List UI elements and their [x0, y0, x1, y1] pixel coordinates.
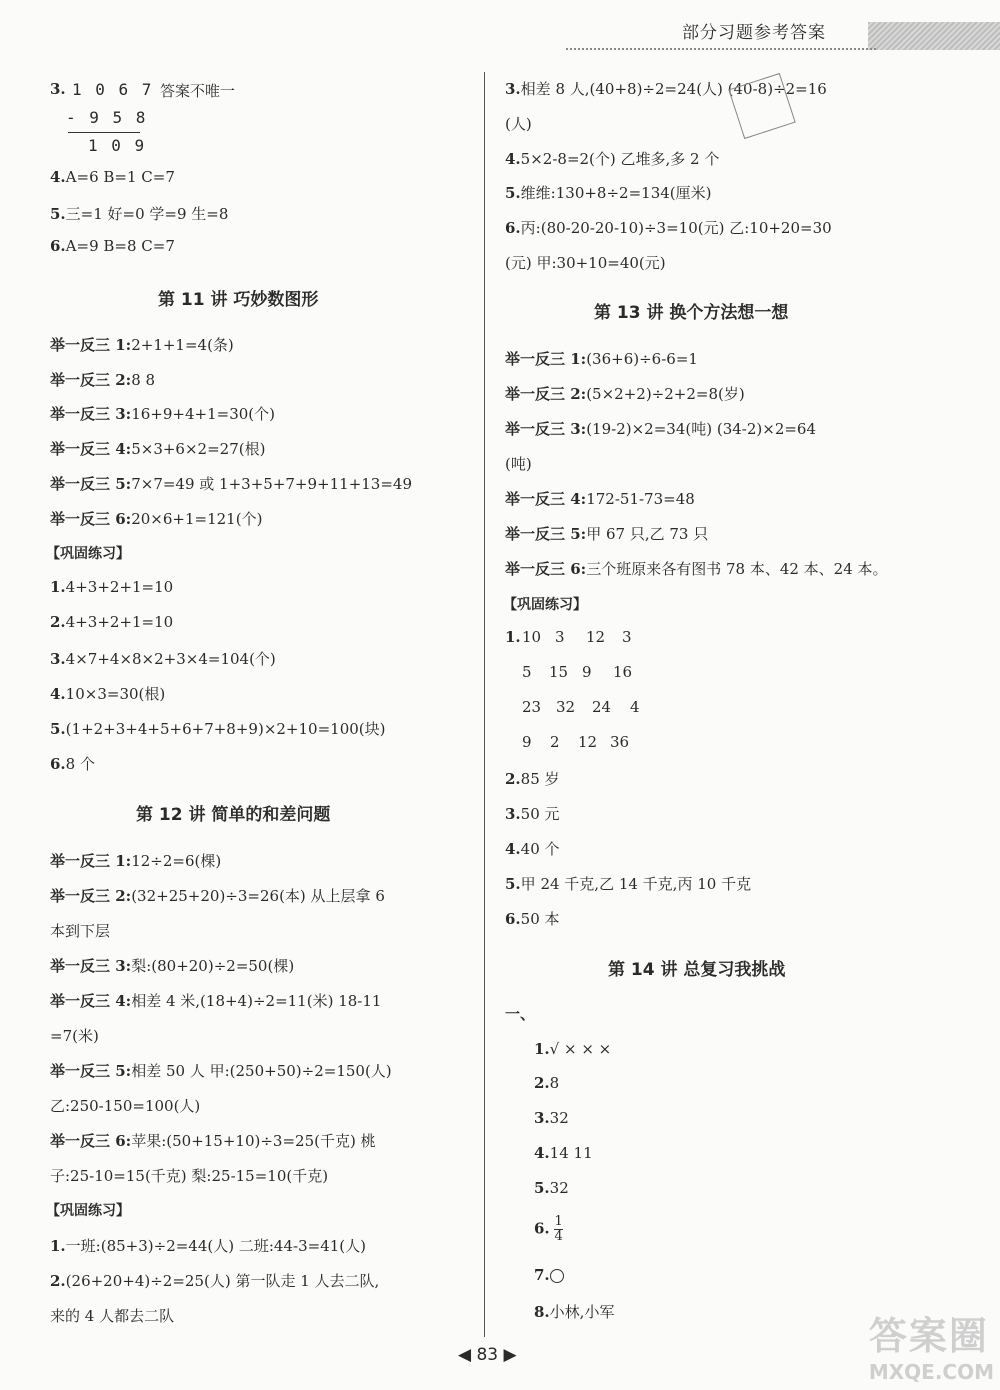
l12-item-5-cont: 乙:250-150=100(人)	[50, 1097, 201, 1115]
l11-practice-5: 5.(1+2+3+4+5+6+7+8+9)×2+10=100(块)	[50, 720, 386, 738]
l13-item-4: 举一反三 4:172-51-73=48	[505, 490, 695, 508]
l12-item-6: 举一反三 6:苹果:(50+15+10)÷3=25(千克) 桃	[50, 1132, 376, 1150]
left-answer-4: 4.A=6 B=1 C=7	[50, 168, 175, 186]
left-answer-5: 5.三=1 好=0 学=9 生=8	[50, 205, 229, 223]
grid-cell: 16	[613, 663, 633, 681]
grid-cell: 32	[556, 698, 576, 716]
l12-item-4-cont: =7(米)	[50, 1027, 99, 1045]
grid-cell: 5	[522, 663, 532, 681]
grid-cell: 2	[550, 733, 560, 751]
l13-item-6: 举一反三 6:三个班原来各有图书 78 本、42 本、24 本。	[505, 560, 888, 578]
l12-item-2-cont: 本到下层	[50, 922, 111, 940]
grid-cell: 12	[586, 628, 606, 646]
header-decoration-bar	[868, 22, 1000, 50]
header-dotted-rule	[566, 48, 876, 50]
right-answer-6: 6.丙:(80-20-20-10)÷3=10(元) 乙:10+20=30	[505, 219, 832, 237]
column-divider	[484, 72, 485, 1337]
l13-item-1: 举一反三 1:(36+6)÷6-6=1	[505, 350, 698, 368]
lecture-13-title: 第 13 讲 换个方法想一想	[594, 303, 789, 323]
l11-item-2: 举一反三 2:8 8	[50, 371, 156, 389]
l11-item-4: 举一反三 4:5×3+6×2=27(根)	[50, 440, 266, 458]
q3-top-row: 1 0 6 7	[72, 80, 154, 99]
q3-note: 答案不唯一	[160, 82, 236, 100]
grid-cell: 24	[592, 698, 612, 716]
lecture-11-title: 第 11 讲 巧妙数图形	[158, 290, 319, 310]
l14-item-3: 3.32	[534, 1109, 569, 1127]
l14-item-4: 4.14 11	[534, 1144, 593, 1162]
l12-practice-label: 【巩固练习】	[46, 1203, 130, 1219]
l12-item-3: 举一反三 3:梨:(80+20)÷2=50(棵)	[50, 957, 295, 975]
right-answer-3-cont: (人)	[505, 115, 532, 133]
l12-practice-2: 2.(26+20+4)÷2=25(人) 第一队走 1 人去二队,	[50, 1272, 380, 1290]
l14-part-label: 一、	[505, 1005, 536, 1023]
grid-cell: 15	[549, 663, 569, 681]
q3-sum-rule	[68, 132, 140, 133]
q3-result-row: 1 0 9	[88, 136, 147, 155]
page-number: ◀ 83 ▶	[458, 1345, 517, 1365]
l11-practice-3: 3.4×7+4×8×2+3×4=104(个)	[50, 650, 276, 668]
l13-practice-6: 6.50 本	[505, 910, 560, 928]
l13-practice-5: 5.甲 24 千克,乙 14 千克,丙 10 千克	[505, 875, 752, 893]
l12-item-5: 举一反三 5:相差 50 人 甲:(250+50)÷2=150(人)	[50, 1062, 392, 1080]
grid-cell: 9	[582, 663, 592, 681]
grid-cell: 23	[522, 698, 542, 716]
grid-cell: 4	[630, 698, 640, 716]
right-answer-4: 4.5×2-8=2(个) 乙堆多,多 2 个	[505, 150, 720, 168]
l11-practice-4: 4.10×3=30(根)	[50, 685, 166, 703]
fraction-one-quarter: $\frac{1}{4}$	[554, 1214, 563, 1244]
watermark-logo: 答案圈 MXQE.COM	[868, 1314, 994, 1384]
l14-item-7: 7.	[534, 1266, 564, 1284]
circle-icon	[550, 1269, 564, 1283]
grid-cell: 3	[555, 628, 565, 646]
l13-practice-2: 2.85 岁	[505, 770, 560, 788]
l12-item-6-cont: 子:25-10=15(千克) 梨:25-15=10(千克)	[50, 1167, 329, 1185]
grid-cell: 9	[522, 733, 532, 751]
lecture-12-title: 第 12 讲 简单的和差问题	[136, 805, 331, 825]
l13-item-5: 举一反三 5:甲 67 只,乙 73 只	[505, 525, 709, 543]
l13-practice-1-number: 1.	[505, 628, 521, 646]
l13-item-3-cont: (吨)	[505, 455, 532, 473]
lecture-14-title: 第 14 讲 总复习我挑战	[608, 960, 786, 980]
l14-item-5: 5.32	[534, 1179, 569, 1197]
l13-item-3: 举一反三 3:(19-2)×2=34(吨) (34-2)×2=64	[505, 420, 817, 438]
page-header-title: 部分习题参考答案	[682, 23, 826, 43]
right-answer-5: 5.维维:130+8÷2=134(厘米)	[505, 184, 712, 202]
q3-number: 3.	[50, 80, 66, 98]
q3-minus-row: - 9 5 8	[66, 108, 148, 127]
l11-practice-1: 1.4+3+2+1=10	[50, 578, 174, 596]
grid-cell: 12	[578, 733, 598, 751]
grid-cell: 10	[522, 628, 542, 646]
l11-practice-6: 6.8 个	[50, 755, 95, 773]
l13-item-2: 举一反三 2:(5×2+2)÷2+2=8(岁)	[505, 385, 745, 403]
l11-item-5: 举一反三 5:7×7=49 或 1+3+5+7+9+11+13=49	[50, 475, 413, 493]
l11-item-6: 举一反三 6:20×6+1=121(个)	[50, 510, 263, 528]
l14-item-8: 8.小林,小军	[534, 1303, 615, 1321]
grid-cell: 36	[610, 733, 630, 751]
l14-item-2: 2.8	[534, 1074, 560, 1092]
l13-practice-label: 【巩固练习】	[503, 597, 587, 613]
l13-practice-4: 4.40 个	[505, 840, 560, 858]
l12-item-2: 举一反三 2:(32+25+20)÷3=26(本) 从上层拿 6	[50, 887, 385, 905]
l12-item-4: 举一反三 4:相差 4 米,(18+4)÷2=11(米) 18-11	[50, 992, 382, 1010]
l11-practice-label: 【巩固练习】	[46, 546, 130, 562]
right-answer-6-cont: (元) 甲:30+10=40(元)	[505, 254, 666, 272]
l11-item-3: 举一反三 3:16+9+4+1=30(个)	[50, 405, 275, 423]
left-answer-6: 6.A=9 B=8 C=7	[50, 237, 175, 255]
l12-practice-2-cont: 来的 4 人都去二队	[50, 1307, 175, 1325]
l11-practice-2: 2.4+3+2+1=10	[50, 613, 174, 631]
l14-item-1: 1.√ × × ×	[534, 1040, 612, 1058]
l12-item-1: 举一反三 1:12÷2=6(棵)	[50, 852, 222, 870]
l11-item-1: 举一反三 1:2+1+1=4(条)	[50, 336, 234, 354]
l13-practice-3: 3.50 元	[505, 805, 560, 823]
right-answer-3: 3.相差 8 人,(40+8)÷2=24(人) (40-8)÷2=16	[505, 80, 827, 98]
grid-cell: 3	[622, 628, 632, 646]
l12-practice-1: 1.一班:(85+3)÷2=44(人) 二班:44-3=41(人)	[50, 1237, 366, 1255]
l14-item-6: 6. $\frac{1}{4}$	[534, 1214, 563, 1244]
